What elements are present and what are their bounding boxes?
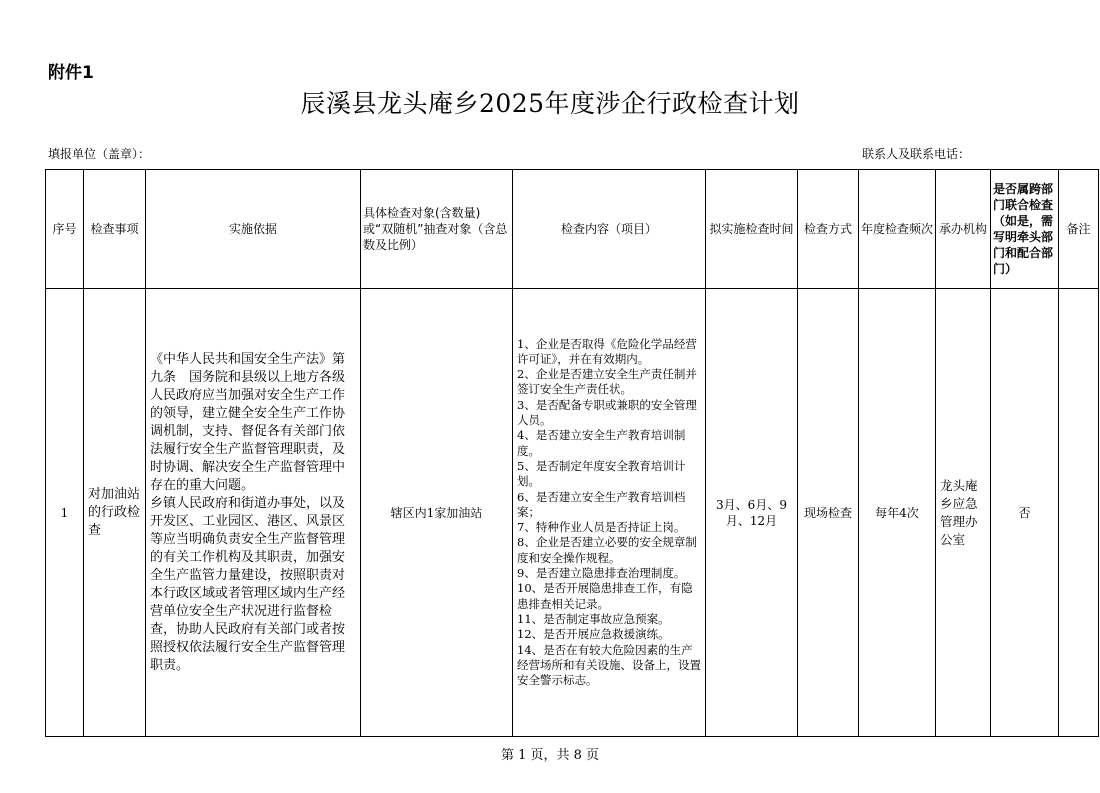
document-title: 辰溪县龙头庵乡2025年度涉企行政检查计划 (300, 89, 800, 118)
content-line: 14、是否在有较大危险因素的生产经营场所和有关设施、设备上，设置安全警示标志。 (517, 642, 701, 688)
cell-method: 现场检查 (798, 289, 859, 737)
content-line: 1、企业是否取得《危险化学品经营许可证》，并在有效期内。 (517, 336, 697, 366)
content-line: 6、是否建立安全生产教育培训档案； (517, 489, 686, 519)
content-line: 8、企业是否建立必要的安全规章制度和安全操作规程。 (517, 535, 697, 565)
header-agency: 承办机构 (936, 170, 991, 289)
content-line: 11、是否制定事故应急预案。 (517, 611, 670, 626)
header-joint: 是否属跨部门联合检查（如是，需写明牵头部门和配合部门） (991, 170, 1059, 289)
cell-joint: 否 (991, 289, 1059, 737)
cell-agency: 龙头庵乡应急管理办公室 (936, 289, 991, 737)
fill-unit-label: 填报单位（盖章）： (48, 147, 151, 161)
cell-item: 对加油站的行政检查 (84, 289, 146, 737)
header-frequency: 年度检查频次 (859, 170, 936, 289)
table-header-row (46, 170, 1099, 289)
content-line: 9、是否建立隐患排查治理制度。 (517, 566, 686, 581)
header-item: 检查事项 (84, 170, 146, 289)
contact-label: 联系人及联系电话： (862, 147, 971, 161)
header-remark: 备注 (1059, 170, 1099, 289)
header-seq: 序号 (46, 170, 84, 289)
cell-content (513, 289, 706, 737)
content-line: 5、是否制定年度安全教育培训计划。 (517, 458, 686, 489)
content-line: 10、是否开展隐患排查工作，有隐患排查相关记录。 (517, 581, 693, 611)
header-time: 拟实施检查时间 (706, 170, 798, 289)
cell-remark (1059, 289, 1099, 737)
header-method: 检查方式 (798, 170, 859, 289)
cell-target: 辖区内1家加油站 (361, 289, 513, 737)
content-line: 4、是否建立安全生产教育培训制度。 (517, 428, 686, 458)
header-target: 具体检查对象(含数量)或“双随机”抽查对象（含总数及比例） (361, 170, 513, 289)
content-line: 12、是否开展应急救援演练。 (517, 627, 670, 642)
content-line: 2、企业是否建立安全生产责任制并签订安全生产责任状。 (517, 367, 697, 397)
page-footer: 第 1 页，共 8 页 (500, 748, 600, 763)
cell-time: 3月、6月、9月、12月 (706, 289, 798, 737)
content-line: 7、特种作业人员是否持证上岗。 (517, 520, 686, 535)
content-line: 3、是否配备专职或兼职的安全管理人员。 (517, 397, 697, 428)
cell-basis (146, 289, 361, 737)
header-content: 检查内容（项目） (513, 170, 706, 289)
cell-frequency: 每年4次 (859, 289, 936, 737)
header-basis: 实施依据 (146, 170, 361, 289)
inspection-plan-table (45, 169, 1099, 737)
table-row (46, 289, 1099, 737)
cell-seq: 1 (46, 289, 84, 737)
attachment-label: 附件1 (48, 63, 94, 83)
basis-text: 《中华人民共和国安全生产法》第九条 国务院和县级以上地方各级人民政府应当加强对安全生产工作的领导，建立健全安全生产工作协调机制，支持、督促各有关部门依法履行安全生产监督管理职责，及时协调、解决安全生产监督管理中存在的重大问题。 乡镇人民政府和街道办事处，以及开发区、工业园区、港区、风景区等应当明确负责安全生产监督管理的有关工作机构及其职责，加强安全生产监管力量建设，按照职责对本行政区域或者管理区域内生产经营单位安全生产状况进行监督检查，协助人民政府有关部门或者按照授权依法履行安全生产监督管理职责。 (150, 351, 346, 673)
